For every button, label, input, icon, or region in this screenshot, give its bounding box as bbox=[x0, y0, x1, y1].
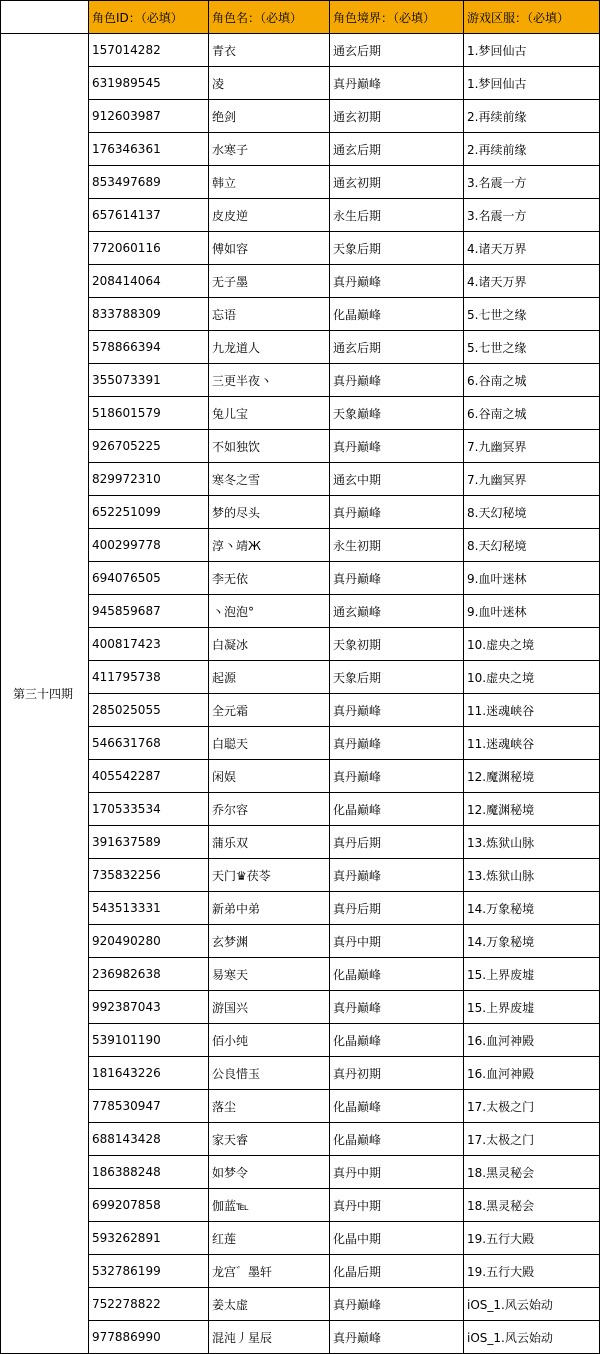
game-server-cell: 18.黑灵秘会 bbox=[464, 1156, 600, 1189]
role-realm-cell: 通玄后期 bbox=[330, 133, 464, 166]
role-realm-cell: 真丹巅峰 bbox=[330, 859, 464, 892]
period-label: 第三十四期 bbox=[1, 34, 89, 1354]
game-server-cell: 14.万象秘境 bbox=[464, 925, 600, 958]
table-row bbox=[1, 496, 600, 529]
game-server-cell: 11.迷魂峡谷 bbox=[464, 727, 600, 760]
table-row bbox=[1, 529, 600, 562]
role-id-cell: 391637589 bbox=[89, 826, 209, 859]
role-id-cell: 532786199 bbox=[89, 1255, 209, 1288]
role-realm-cell: 真丹中期 bbox=[330, 1156, 464, 1189]
role-name-cell: 水寒子 bbox=[209, 133, 330, 166]
role-id-cell: 752278822 bbox=[89, 1288, 209, 1321]
role-name-cell: 易寒天 bbox=[209, 958, 330, 991]
role-realm-cell: 真丹中期 bbox=[330, 1189, 464, 1222]
role-realm-cell: 化晶巅峰 bbox=[330, 1090, 464, 1123]
game-server-cell: 1.梦回仙古 bbox=[464, 34, 600, 67]
table-row bbox=[1, 463, 600, 496]
game-server-cell: 8.天幻秘境 bbox=[464, 529, 600, 562]
role-realm-cell: 真丹巅峰 bbox=[330, 1321, 464, 1354]
role-realm-cell: 真丹初期 bbox=[330, 1057, 464, 1090]
role-id-cell: 578866394 bbox=[89, 331, 209, 364]
role-realm-cell: 通玄初期 bbox=[330, 100, 464, 133]
role-id-cell: 186388248 bbox=[89, 1156, 209, 1189]
game-server-cell: 5.七世之缘 bbox=[464, 331, 600, 364]
role-name-cell: 佰小纯 bbox=[209, 1024, 330, 1057]
role-realm-cell: 真丹巅峰 bbox=[330, 760, 464, 793]
role-realm-cell: 通玄后期 bbox=[330, 331, 464, 364]
game-server-cell: 17.太极之门 bbox=[464, 1090, 600, 1123]
role-name-cell: 新弟中弟 bbox=[209, 892, 330, 925]
table-row bbox=[1, 100, 600, 133]
game-server-cell: 16.血河神殿 bbox=[464, 1024, 600, 1057]
table-row bbox=[1, 265, 600, 298]
role-realm-cell: 永生后期 bbox=[330, 199, 464, 232]
role-realm-cell: 通玄初期 bbox=[330, 166, 464, 199]
role-id-cell: 912603987 bbox=[89, 100, 209, 133]
table-row bbox=[1, 760, 600, 793]
role-id-cell: 853497689 bbox=[89, 166, 209, 199]
game-server-cell: 10.虚央之境 bbox=[464, 628, 600, 661]
role-realm-cell: 真丹巅峰 bbox=[330, 562, 464, 595]
table-row bbox=[1, 826, 600, 859]
role-id-cell: 411795738 bbox=[89, 661, 209, 694]
role-id-cell: 992387043 bbox=[89, 991, 209, 1024]
role-id-cell: 518601579 bbox=[89, 397, 209, 430]
game-server-cell: 14.万象秘境 bbox=[464, 892, 600, 925]
game-server-cell: 13.炼狱山脉 bbox=[464, 826, 600, 859]
game-server-cell: 5.七世之缘 bbox=[464, 298, 600, 331]
role-name-cell: 游国兴 bbox=[209, 991, 330, 1024]
role-name-cell: 闲娱 bbox=[209, 760, 330, 793]
role-id-cell: 778530947 bbox=[89, 1090, 209, 1123]
table-row bbox=[1, 133, 600, 166]
table-row bbox=[1, 595, 600, 628]
role-id-cell: 546631768 bbox=[89, 727, 209, 760]
table-row bbox=[1, 991, 600, 1024]
table-row bbox=[1, 892, 600, 925]
role-id-cell: 157014282 bbox=[89, 34, 209, 67]
role-name-cell: 红莲 bbox=[209, 1222, 330, 1255]
game-server-cell: iOS_1.风云始动 bbox=[464, 1321, 600, 1354]
table-row bbox=[1, 727, 600, 760]
table-body bbox=[1, 34, 600, 1354]
role-realm-cell: 天象后期 bbox=[330, 661, 464, 694]
table-row bbox=[1, 793, 600, 826]
table-row bbox=[1, 1123, 600, 1156]
role-realm-cell: 真丹巅峰 bbox=[330, 364, 464, 397]
role-name-cell: 傅如容 bbox=[209, 232, 330, 265]
role-name-cell: 淳丶靖Ж bbox=[209, 529, 330, 562]
role-name-cell: 寒冬之雪 bbox=[209, 463, 330, 496]
role-name-cell: 兔儿宝 bbox=[209, 397, 330, 430]
role-name-cell: 忘语 bbox=[209, 298, 330, 331]
role-id-cell: 920490280 bbox=[89, 925, 209, 958]
role-id-cell: 688143428 bbox=[89, 1123, 209, 1156]
table-header-row bbox=[1, 1, 600, 34]
table-row bbox=[1, 628, 600, 661]
game-server-cell: 18.黑灵秘会 bbox=[464, 1189, 600, 1222]
role-id-cell: 405542287 bbox=[89, 760, 209, 793]
table-row bbox=[1, 562, 600, 595]
role-id-cell: 208414064 bbox=[89, 265, 209, 298]
header-game-server: 游戏区服：（必填） bbox=[464, 1, 600, 34]
game-server-cell: 6.谷南之城 bbox=[464, 364, 600, 397]
role-name-cell: 皮皮逆 bbox=[209, 199, 330, 232]
table-row bbox=[1, 1222, 600, 1255]
role-name-cell: 龙宫゛墨轩 bbox=[209, 1255, 330, 1288]
role-id-cell: 593262891 bbox=[89, 1222, 209, 1255]
role-realm-cell: 真丹巅峰 bbox=[330, 67, 464, 100]
role-realm-cell: 天象初期 bbox=[330, 628, 464, 661]
game-server-cell: 15.上界废墟 bbox=[464, 991, 600, 1024]
role-name-cell: 九龙道人 bbox=[209, 331, 330, 364]
game-server-cell: 8.天幻秘境 bbox=[464, 496, 600, 529]
role-id-cell: 945859687 bbox=[89, 595, 209, 628]
table-row bbox=[1, 1288, 600, 1321]
role-realm-cell: 真丹巅峰 bbox=[330, 265, 464, 298]
role-id-cell: 977886990 bbox=[89, 1321, 209, 1354]
role-name-cell: 无子墨 bbox=[209, 265, 330, 298]
role-id-cell: 539101190 bbox=[89, 1024, 209, 1057]
table-row bbox=[1, 298, 600, 331]
table-row bbox=[1, 67, 600, 100]
role-id-cell: 699207858 bbox=[89, 1189, 209, 1222]
game-server-cell: 4.诸天万界 bbox=[464, 232, 600, 265]
role-name-cell: 公良惜玉 bbox=[209, 1057, 330, 1090]
role-id-cell: 772060116 bbox=[89, 232, 209, 265]
role-realm-cell: 化晶中期 bbox=[330, 1222, 464, 1255]
game-server-cell: 19.五行大殿 bbox=[464, 1222, 600, 1255]
table-row bbox=[1, 958, 600, 991]
role-name-cell: 凌 bbox=[209, 67, 330, 100]
table-row bbox=[1, 661, 600, 694]
role-name-cell: 青衣 bbox=[209, 34, 330, 67]
table-row bbox=[1, 1189, 600, 1222]
game-server-cell: 11.迷魂峡谷 bbox=[464, 694, 600, 727]
role-name-cell: 全元霜 bbox=[209, 694, 330, 727]
role-realm-cell: 真丹巅峰 bbox=[330, 496, 464, 529]
role-name-cell: 白聪天 bbox=[209, 727, 330, 760]
role-id-cell: 285025055 bbox=[89, 694, 209, 727]
table-row bbox=[1, 1255, 600, 1288]
table-row bbox=[1, 1057, 600, 1090]
role-name-cell: 白凝冰 bbox=[209, 628, 330, 661]
role-name-cell: 伽蓝℡ bbox=[209, 1189, 330, 1222]
role-name-cell: 乔尔容 bbox=[209, 793, 330, 826]
role-realm-cell: 化晶巅峰 bbox=[330, 1024, 464, 1057]
header-blank-cell bbox=[1, 1, 89, 34]
role-name-cell: 落尘 bbox=[209, 1090, 330, 1123]
role-realm-cell: 通玄后期 bbox=[330, 34, 464, 67]
role-realm-cell: 真丹后期 bbox=[330, 826, 464, 859]
table-row bbox=[1, 364, 600, 397]
role-realm-cell: 化晶巅峰 bbox=[330, 958, 464, 991]
role-id-cell: 181643226 bbox=[89, 1057, 209, 1090]
role-realm-cell: 永生初期 bbox=[330, 529, 464, 562]
game-server-cell: 4.诸天万界 bbox=[464, 265, 600, 298]
table-row bbox=[1, 331, 600, 364]
table-row bbox=[1, 925, 600, 958]
role-id-cell: 829972310 bbox=[89, 463, 209, 496]
role-name-cell: 天门♛茯苓 bbox=[209, 859, 330, 892]
game-server-cell: 6.谷南之城 bbox=[464, 397, 600, 430]
table-row bbox=[1, 232, 600, 265]
table-row bbox=[1, 1024, 600, 1057]
role-id-cell: 657614137 bbox=[89, 199, 209, 232]
game-server-cell: 7.九幽冥界 bbox=[464, 430, 600, 463]
role-id-cell: 926705225 bbox=[89, 430, 209, 463]
table-row bbox=[1, 34, 600, 67]
game-server-cell: 17.太极之门 bbox=[464, 1123, 600, 1156]
game-server-cell: 15.上界废墟 bbox=[464, 958, 600, 991]
table-row bbox=[1, 166, 600, 199]
table-row bbox=[1, 1321, 600, 1354]
role-realm-cell: 通玄巅峰 bbox=[330, 595, 464, 628]
game-server-cell: 12.魔渊秘境 bbox=[464, 793, 600, 826]
game-server-cell: 12.魔渊秘境 bbox=[464, 760, 600, 793]
game-server-cell: 2.再续前缘 bbox=[464, 100, 600, 133]
role-name-cell: 韩立 bbox=[209, 166, 330, 199]
role-name-cell: 姜太虚 bbox=[209, 1288, 330, 1321]
role-realm-cell: 通玄中期 bbox=[330, 463, 464, 496]
role-id-cell: 355073391 bbox=[89, 364, 209, 397]
role-name-cell: 三更半夜丶 bbox=[209, 364, 330, 397]
table-row bbox=[1, 859, 600, 892]
game-server-cell: 3.名震一方 bbox=[464, 166, 600, 199]
table-row bbox=[1, 1156, 600, 1189]
game-server-cell: 9.血叶迷林 bbox=[464, 562, 600, 595]
header-role-name: 角色名：（必填） bbox=[209, 1, 330, 34]
role-name-cell: 玄梦渊 bbox=[209, 925, 330, 958]
role-name-cell: 梦的尽头 bbox=[209, 496, 330, 529]
role-realm-cell: 真丹巅峰 bbox=[330, 1288, 464, 1321]
role-realm-cell: 天象巅峰 bbox=[330, 397, 464, 430]
role-name-cell: 混沌丿星辰 bbox=[209, 1321, 330, 1354]
table-row bbox=[1, 199, 600, 232]
game-server-cell: 2.再续前缘 bbox=[464, 133, 600, 166]
role-realm-cell: 天象后期 bbox=[330, 232, 464, 265]
role-id-cell: 400299778 bbox=[89, 529, 209, 562]
role-id-cell: 543513331 bbox=[89, 892, 209, 925]
role-realm-cell: 真丹后期 bbox=[330, 892, 464, 925]
role-id-cell: 236982638 bbox=[89, 958, 209, 991]
game-server-cell: 9.血叶迷林 bbox=[464, 595, 600, 628]
role-realm-cell: 化晶巅峰 bbox=[330, 793, 464, 826]
role-name-cell: 绝剑 bbox=[209, 100, 330, 133]
game-server-cell: 13.炼狱山脉 bbox=[464, 859, 600, 892]
game-server-cell: 7.九幽冥界 bbox=[464, 463, 600, 496]
role-name-cell: 如梦令 bbox=[209, 1156, 330, 1189]
role-realm-cell: 真丹巅峰 bbox=[330, 727, 464, 760]
role-name-cell: 丶泡泡° bbox=[209, 595, 330, 628]
table-row bbox=[1, 694, 600, 727]
game-server-cell: 19.五行大殿 bbox=[464, 1255, 600, 1288]
role-id-cell: 652251099 bbox=[89, 496, 209, 529]
role-id-cell: 833788309 bbox=[89, 298, 209, 331]
role-realm-cell: 真丹巅峰 bbox=[330, 991, 464, 1024]
role-realm-cell: 化晶后期 bbox=[330, 1255, 464, 1288]
header-role-realm: 角色境界：（必填） bbox=[330, 1, 464, 34]
header-role-id: 角色ID：（必填） bbox=[89, 1, 209, 34]
role-id-cell: 694076505 bbox=[89, 562, 209, 595]
role-name-cell: 李无依 bbox=[209, 562, 330, 595]
role-id-cell: 735832256 bbox=[89, 859, 209, 892]
role-id-cell: 170533534 bbox=[89, 793, 209, 826]
game-server-cell: iOS_1.风云始动 bbox=[464, 1288, 600, 1321]
role-name-cell: 蒲乐双 bbox=[209, 826, 330, 859]
role-realm-cell: 真丹巅峰 bbox=[330, 694, 464, 727]
role-name-cell: 起源 bbox=[209, 661, 330, 694]
role-realm-cell: 真丹中期 bbox=[330, 925, 464, 958]
game-server-cell: 16.血河神殿 bbox=[464, 1057, 600, 1090]
table-row bbox=[1, 430, 600, 463]
game-server-cell: 3.名震一方 bbox=[464, 199, 600, 232]
game-server-cell: 1.梦回仙古 bbox=[464, 67, 600, 100]
role-id-cell: 400817423 bbox=[89, 628, 209, 661]
game-server-cell: 10.虚央之境 bbox=[464, 661, 600, 694]
role-name-cell: 不如独饮 bbox=[209, 430, 330, 463]
role-id-cell: 631989545 bbox=[89, 67, 209, 100]
role-realm-cell: 化晶巅峰 bbox=[330, 298, 464, 331]
role-name-cell: 家天睿 bbox=[209, 1123, 330, 1156]
role-realm-cell: 真丹巅峰 bbox=[330, 430, 464, 463]
table-row bbox=[1, 1090, 600, 1123]
role-realm-cell: 化晶巅峰 bbox=[330, 1123, 464, 1156]
table-row bbox=[1, 397, 600, 430]
role-id-cell: 176346361 bbox=[89, 133, 209, 166]
